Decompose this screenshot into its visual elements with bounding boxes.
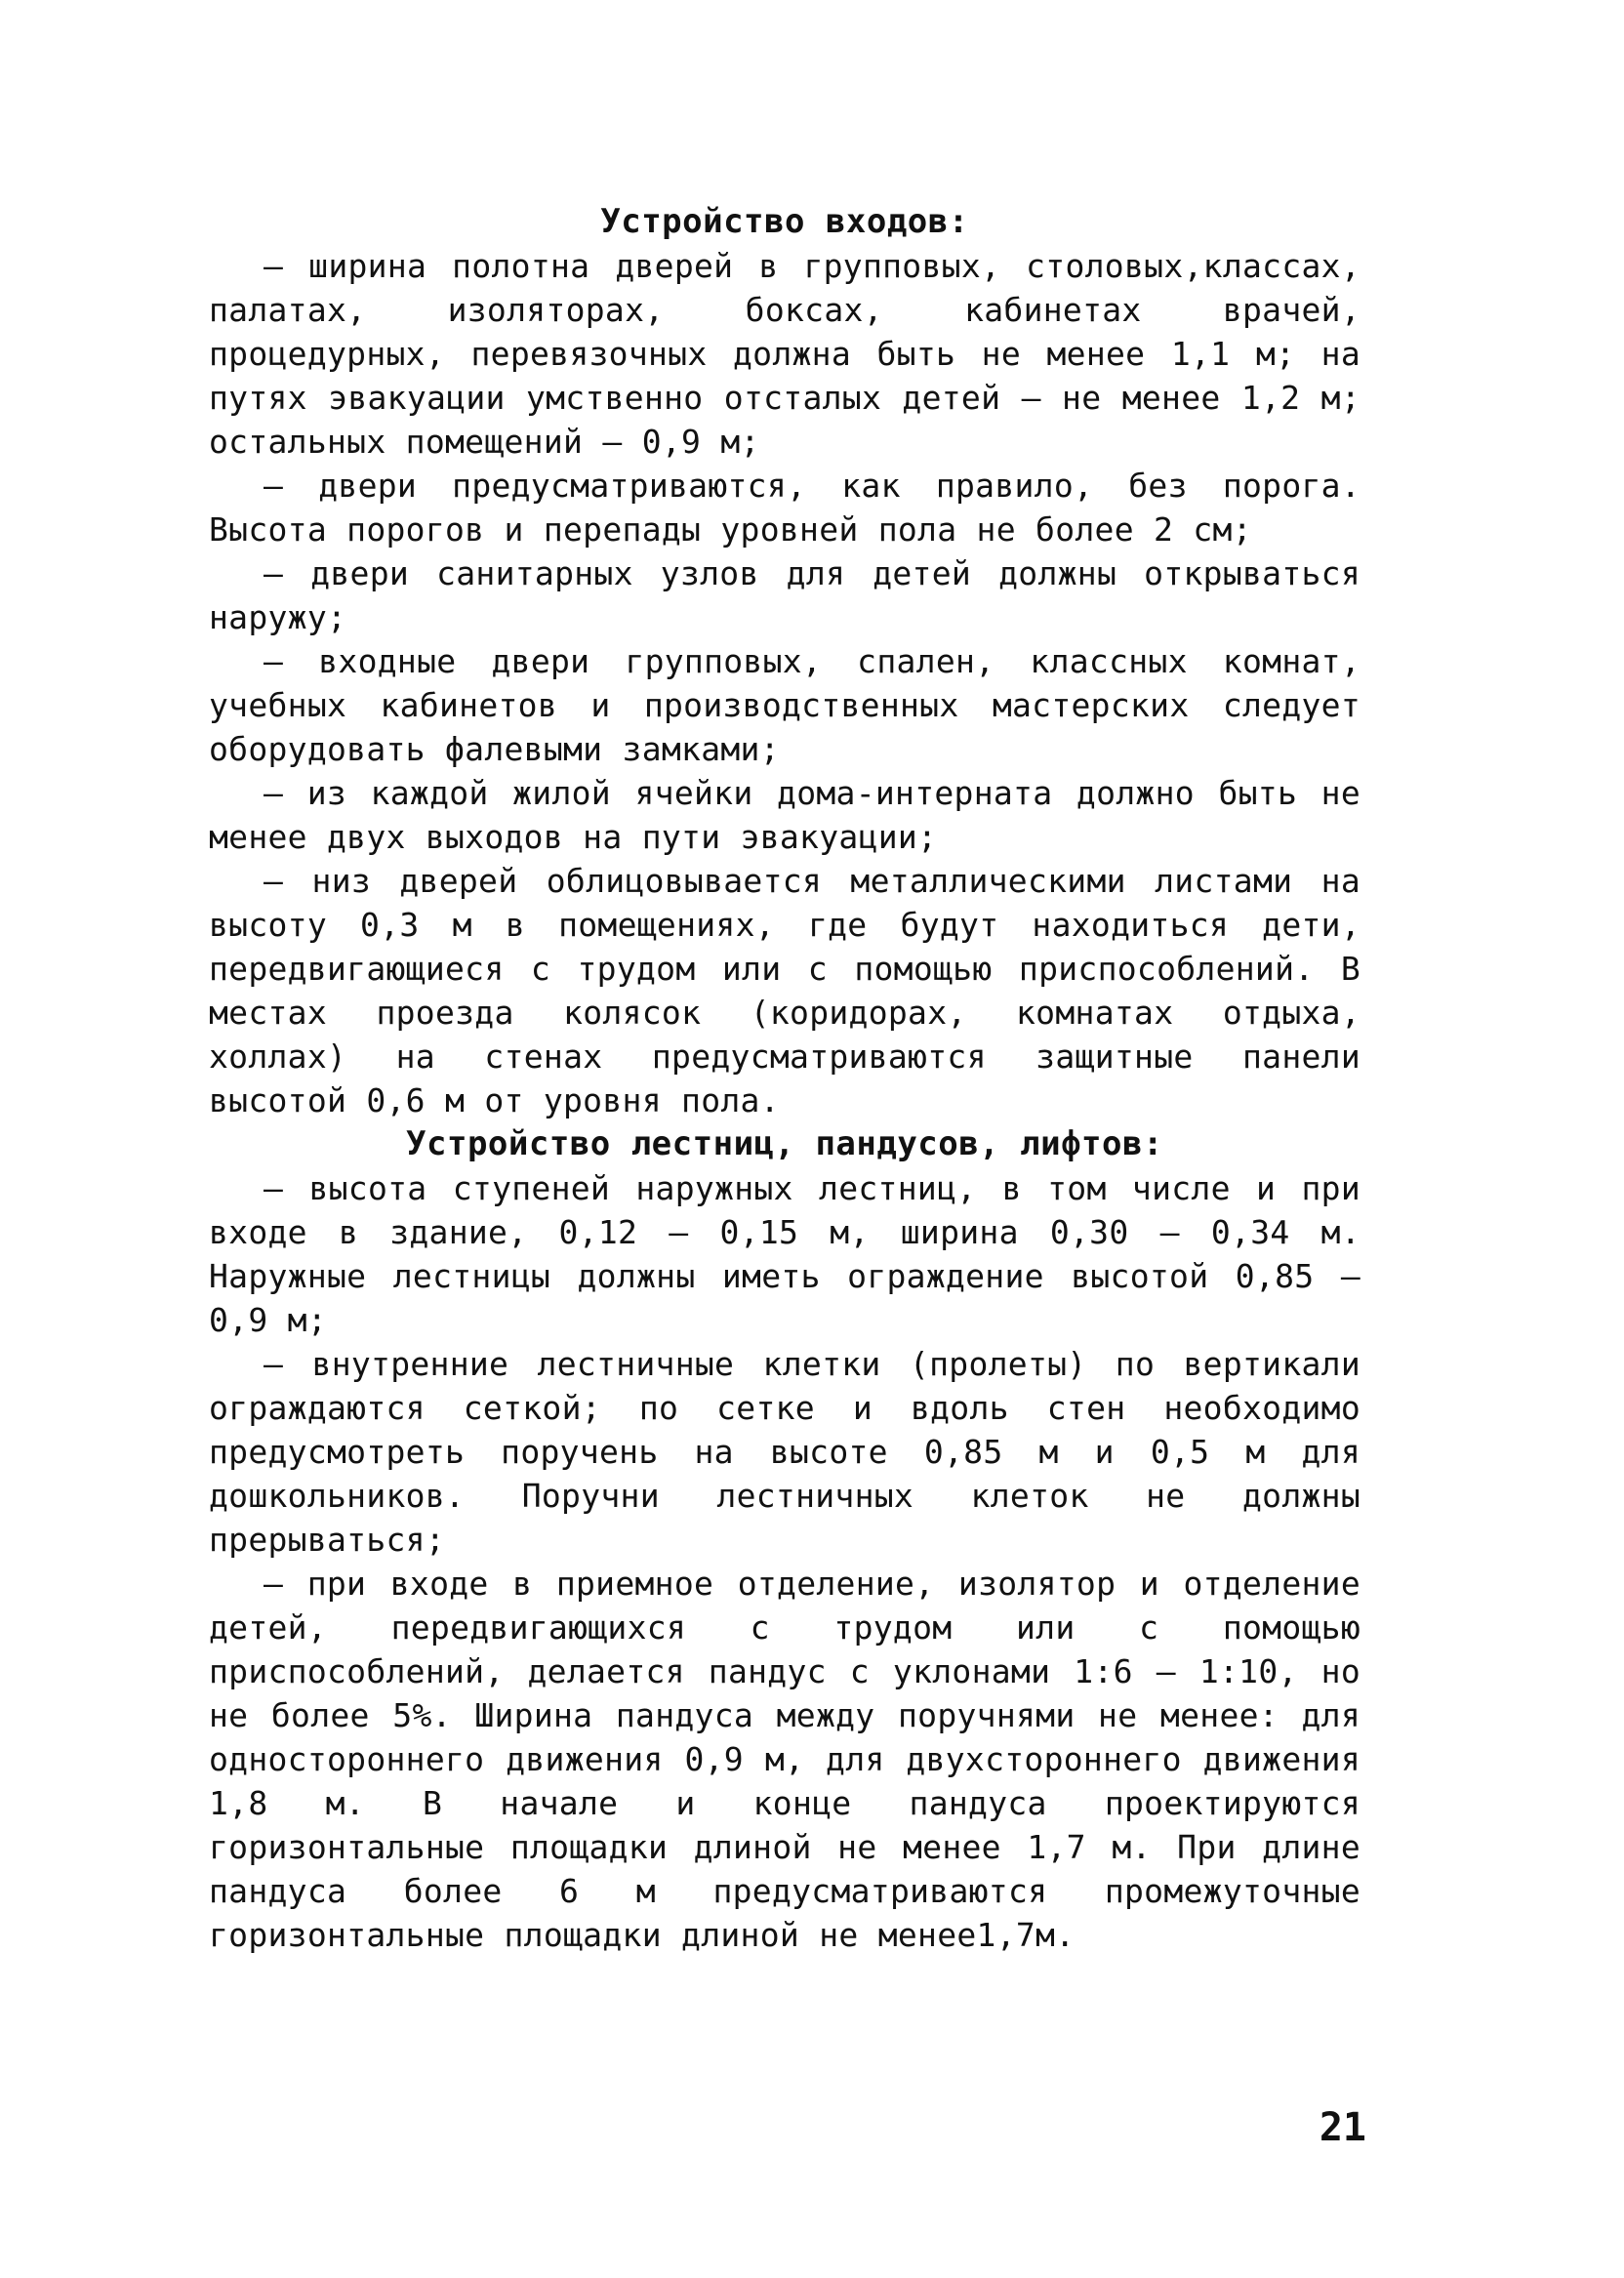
entrances-item-exits: – из каждой жилой ячейки дома-интерната должно быть не менее двух выходов на пути эвакуации; [209, 774, 1360, 856]
entrances-item-door-width: – ширина полотна дверей в групповых, столовых,классах, палатах, изоляторах, боксах, кабинетах врачей, процедурных, перевязочных должна быть не менее 1,1 м; на путях эвакуации умственно отсталых детей – не менее 1,2 м; остальных помещений – 0,9 м; [209, 247, 1360, 461]
entrances-item-metal-sheets: – низ дверей облицовывается металлическими листами на высоту 0,3 м в помещениях, где будут находиться дети, передвигающиеся с трудом или с помощью приспособлений. В местах проезда колясок (коридорах, комнатах отдыха, холлах) на стенах предусматриваются защитные панели высотой 0,6 м от уровня пола. [209, 862, 1360, 1119]
section-heading-stairs: Устройство лестниц, пандусов, лифтов: [406, 1124, 1163, 1163]
text-column [209, 200, 1360, 1957]
section-heading-entrances: Устройство входов: [600, 202, 969, 241]
stairs-item-outdoor-steps: – высота ступеней наружных лестниц, в том числе и при входе в здание, 0,12 – 0,15 м, ширина 0,30 – 0,34 м. Наружные лестницы должны иметь ограждение высотой 0,85 – 0,9 м; [209, 1169, 1360, 1339]
entrances-item-door-locks: – входные двери групповых, спален, классных комнат, учебных кабинетов и производственных мастерских следует оборудовать фалевыми замками; [209, 642, 1360, 768]
stairs-item-inner-stairwells: – внутренние лестничные клетки (пролеты) по вертикали ограждаются сеткой; по сетке и вдоль стен необходимо предусмотреть поручень на высоте 0,85 м и 0,5 м для дошкольников. Поручни лестничных клеток не должны прерываться; [209, 1345, 1360, 1559]
stairs-item-ramps: – при входе в приемное отделение, изолятор и отделение детей, передвигающихся с трудом или с помощью приспособлений, делается пандус с уклонами 1:6 – 1:10, но не более 5%. Ширина пандуса между поручнями не менее: для одностороннего движения 0,9 м, для двухстороннего движения 1,8 м. В начале и конце пандуса проектируются горизонтальные площадки длиной не менее 1,7 м. При длине пандуса более 6 м предусматриваются промежуточные горизонтальные площадки длиной не менее1,7м. [209, 1565, 1360, 1954]
entrances-item-sanitary-doors: – двери санитарных узлов для детей должны открываться наружу; [209, 554, 1360, 636]
page-number: 21 [1319, 2105, 1366, 2150]
entrances-item-thresholds: – двери предусматриваются, как правило, без порога. Высота порогов и перепады уровней пола не более 2 см; [209, 467, 1360, 549]
